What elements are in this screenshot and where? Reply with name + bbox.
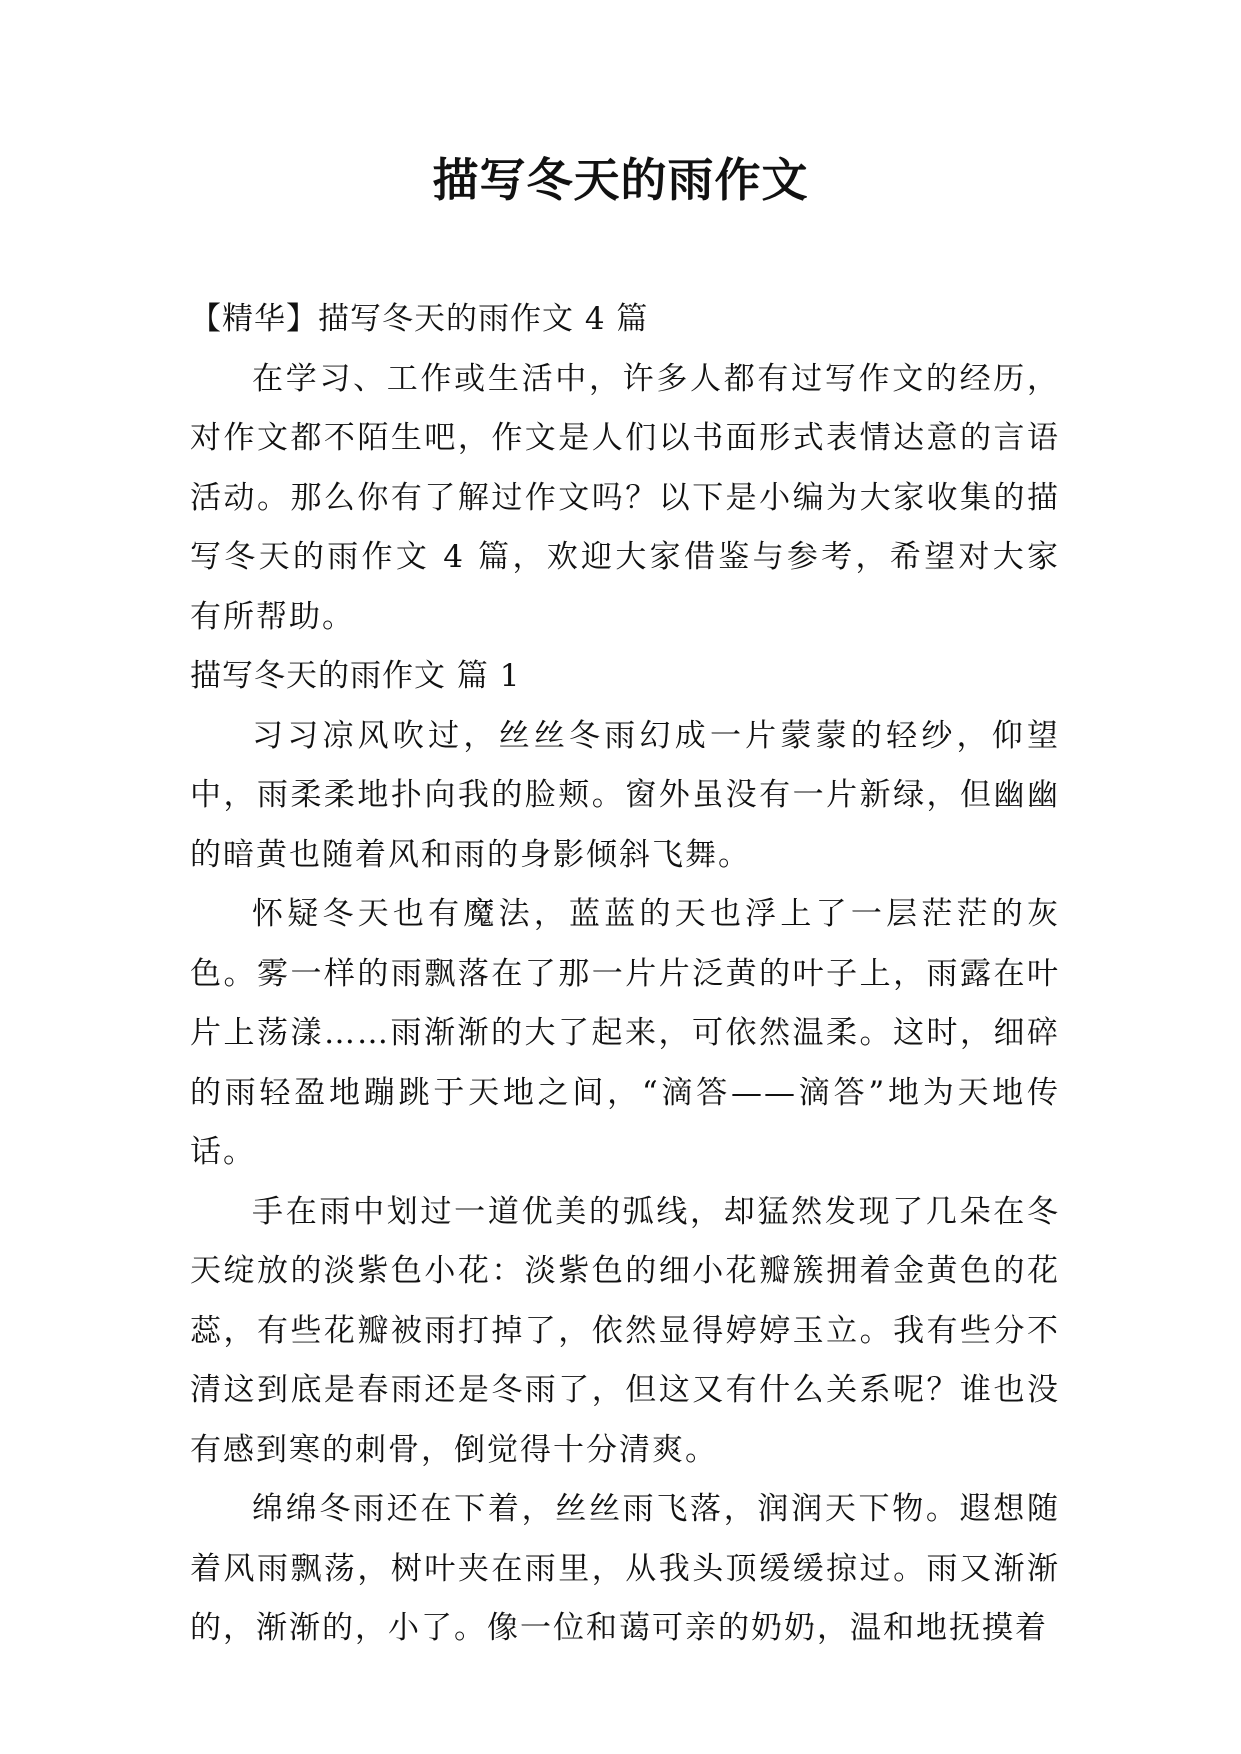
document-title: 描写冬天的雨作文: [432, 153, 809, 207]
document-body: [190, 290, 1060, 1659]
body-paragraph: 绵绵冬雨还在下着，丝丝雨飞落，润润天下物。遐想随着风雨飘荡，树叶夹在雨里，从我头顶缓缓掠过。雨又渐渐的，渐渐的，小了。像一位和蔼可亲的奶奶，温和地抚摸着: [190, 1491, 1060, 1646]
body-paragraph: 怀疑冬天也有魔法，蓝蓝的天也浮上了一层茫茫的灰色。雾一样的雨飘落在了那一片片泛黄的叶子上，雨露在叶片上荡漾……雨渐渐的大了起来，可依然温柔。这时，细碎的雨轻盈地蹦跳于天地之间，“滴答——滴答”地为天地传话。: [190, 896, 1060, 1170]
document-heading: 【精华】描写冬天的雨作文 4 篇: [190, 301, 649, 337]
body-paragraph: 习习凉风吹过，丝丝冬雨幻成一片蒙蒙的轻纱，仰望中，雨柔柔地扑向我的脸颊。窗外虽没有一片新绿，但幽幽的暗黄也随着风和雨的身影倾斜飞舞。: [190, 717, 1060, 873]
body-paragraph: 手在雨中划过一道优美的弧线，却猛然发现了几朵在冬天绽放的淡紫色小花：淡紫色的细小花瓣簇拥着金黄色的花蕊，有些花瓣被雨打掉了，依然显得婷婷玉立。我有些分不清这到底是春雨还是冬雨了，但这又有什么关系呢？谁也没有感到寒的刺骨，倒觉得十分清爽。: [190, 1193, 1060, 1468]
intro-paragraph: 在学习、工作或生活中，许多人都有过写作文的经历，对作文都不陌生吧，作文是人们以书面形式表情达意的言语活动。那么你有了解过作文吗？以下是小编为大家收集的描写冬天的雨作文 4 篇，欢迎大家借鉴与参考，希望对大家有所帮助。: [190, 360, 1060, 635]
section-title: 描写冬天的雨作文 篇 1: [190, 658, 521, 694]
